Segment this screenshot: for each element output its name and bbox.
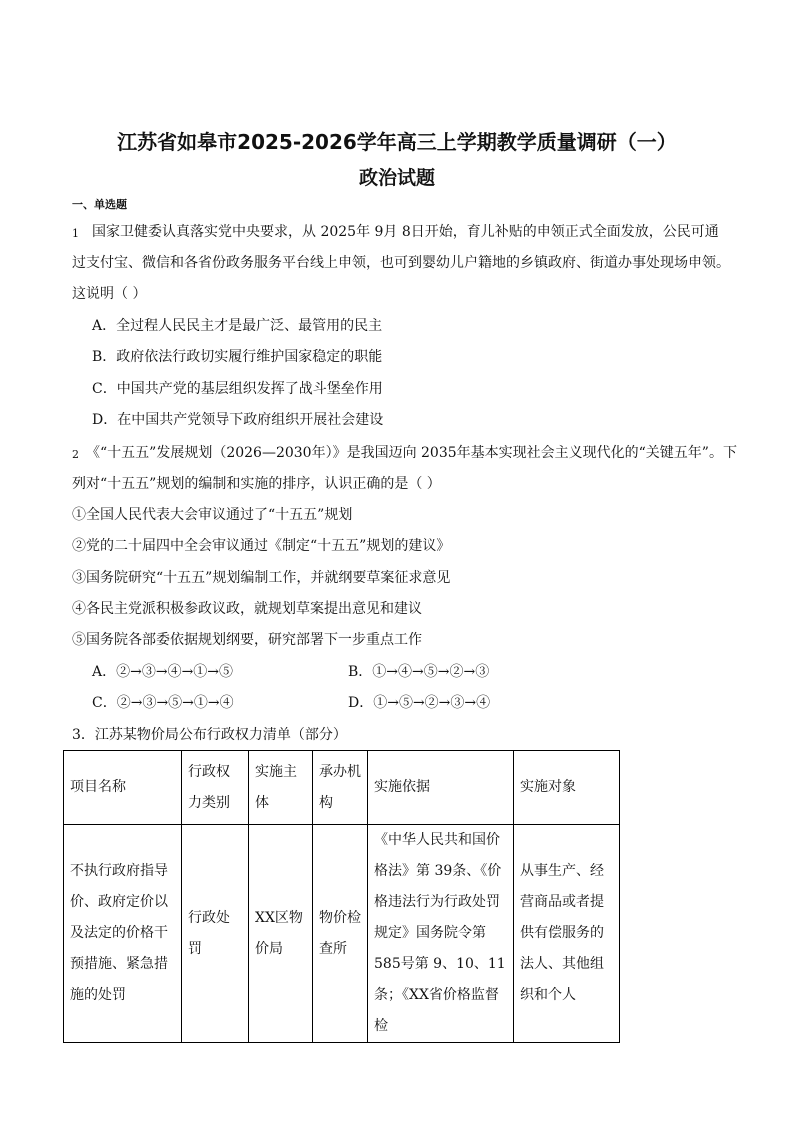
question-1-number: 1 — [72, 227, 79, 240]
table-header-cell: 实施依据 — [368, 751, 514, 825]
question-2-item-3: ③国务院研究“十五五”规划编制工作，并就纲要草案征求意见 — [72, 570, 451, 586]
question-2-item-1: ①全国人民代表大会审议通过了“十五五”规划 — [72, 507, 353, 523]
question-2-item-5: ⑤国务院各部委依据规划纲要，研究部署下一步重点工作 — [72, 632, 422, 648]
question-1-stem-line-3: 这说明（ ） — [72, 286, 147, 302]
question-1-option-a[interactable]: A．全过程人民民主才是最广泛、最管用的民主 — [92, 318, 383, 334]
question-2-item-2: ②党的二十届四中全会审议通过《制定“十五五”规划的建议》 — [72, 538, 451, 554]
table-cell: 不执行政府指导价、政府定价以及法定的价格干预措施、紧急措施的处罚 — [64, 825, 182, 1043]
question-2-option-c[interactable]: C．②→③→⑤→①→④ — [92, 695, 234, 711]
question-2-item-4: ④各民主党派积极参政议政，就规划草案提出意见和建议 — [72, 601, 422, 617]
table-header-cell: 实施主体 — [249, 751, 313, 825]
question-3-stem: 3．江苏某物价局公布行政权力清单（部分） — [72, 727, 347, 743]
question-2-stem-line-1: 《“十五五”发展规划（2026—2030年）》是我国迈向 2035年基本实现社会主义现代化的“关键五年”。下 — [86, 445, 737, 461]
exam-subtitle: 政治试题 — [358, 167, 435, 189]
question-2-option-a[interactable]: A．②→③→④→①→⑤ — [92, 664, 234, 680]
table-row — [64, 825, 620, 1043]
table-header-row — [64, 751, 620, 825]
question-2-option-b[interactable]: B．①→④→⑤→②→③ — [348, 664, 490, 680]
table-cell: 物价检查所 — [313, 825, 368, 1043]
question-1-option-d[interactable]: D．在中国共产党领导下政府组织开展社会建设 — [92, 412, 384, 428]
table-cell: 行政处罚 — [182, 825, 249, 1043]
table-header-cell: 承办机构 — [313, 751, 368, 825]
question-2-number: 2 — [72, 448, 79, 461]
table-header-cell: 行政权力类别 — [182, 751, 249, 825]
exam-title: 江苏省如皋市2025-2026学年高三上学期教学质量调研（一） — [117, 130, 677, 154]
question-1-stem-line-1: 国家卫健委认真落实党中央要求，从 2025年 9月 8日开始，育儿补贴的申领正式全面发放，公民可通 — [92, 224, 719, 240]
table-header-cell: 实施对象 — [514, 751, 620, 825]
table-cell: XX区物价局 — [249, 825, 313, 1043]
question-2-stem-line-2: 列对“十五五”规划的编制和实施的排序，认识正确的是（ ） — [72, 476, 441, 492]
table-cell: 《中华人民共和国价格法》第 39条、《价格违法行为行政处罚规定》国务院令第 585号第 9、10、11条；《XX省价格监督检 — [368, 825, 514, 1043]
question-1-option-c[interactable]: C．中国共产党的基层组织发挥了战斗堡垒作用 — [92, 381, 383, 397]
section-heading: 一、单选题 — [72, 198, 127, 211]
question-2-option-d[interactable]: D．①→⑤→②→③→④ — [348, 695, 491, 711]
table-header-cell: 项目名称 — [64, 751, 182, 825]
question-1-option-b[interactable]: B．政府依法行政切实履行维护国家稳定的职能 — [92, 349, 383, 365]
question-1-stem-line-2: 过支付宝、微信和各省份政务服务平台线上申领，也可到婴幼儿户籍地的乡镇政府、街道办事处现场申领。 — [72, 255, 730, 271]
power-list-table — [63, 750, 620, 1043]
table-cell: 从事生产、经营商品或者提供有偿服务的法人、其他组织和个人 — [514, 825, 620, 1043]
